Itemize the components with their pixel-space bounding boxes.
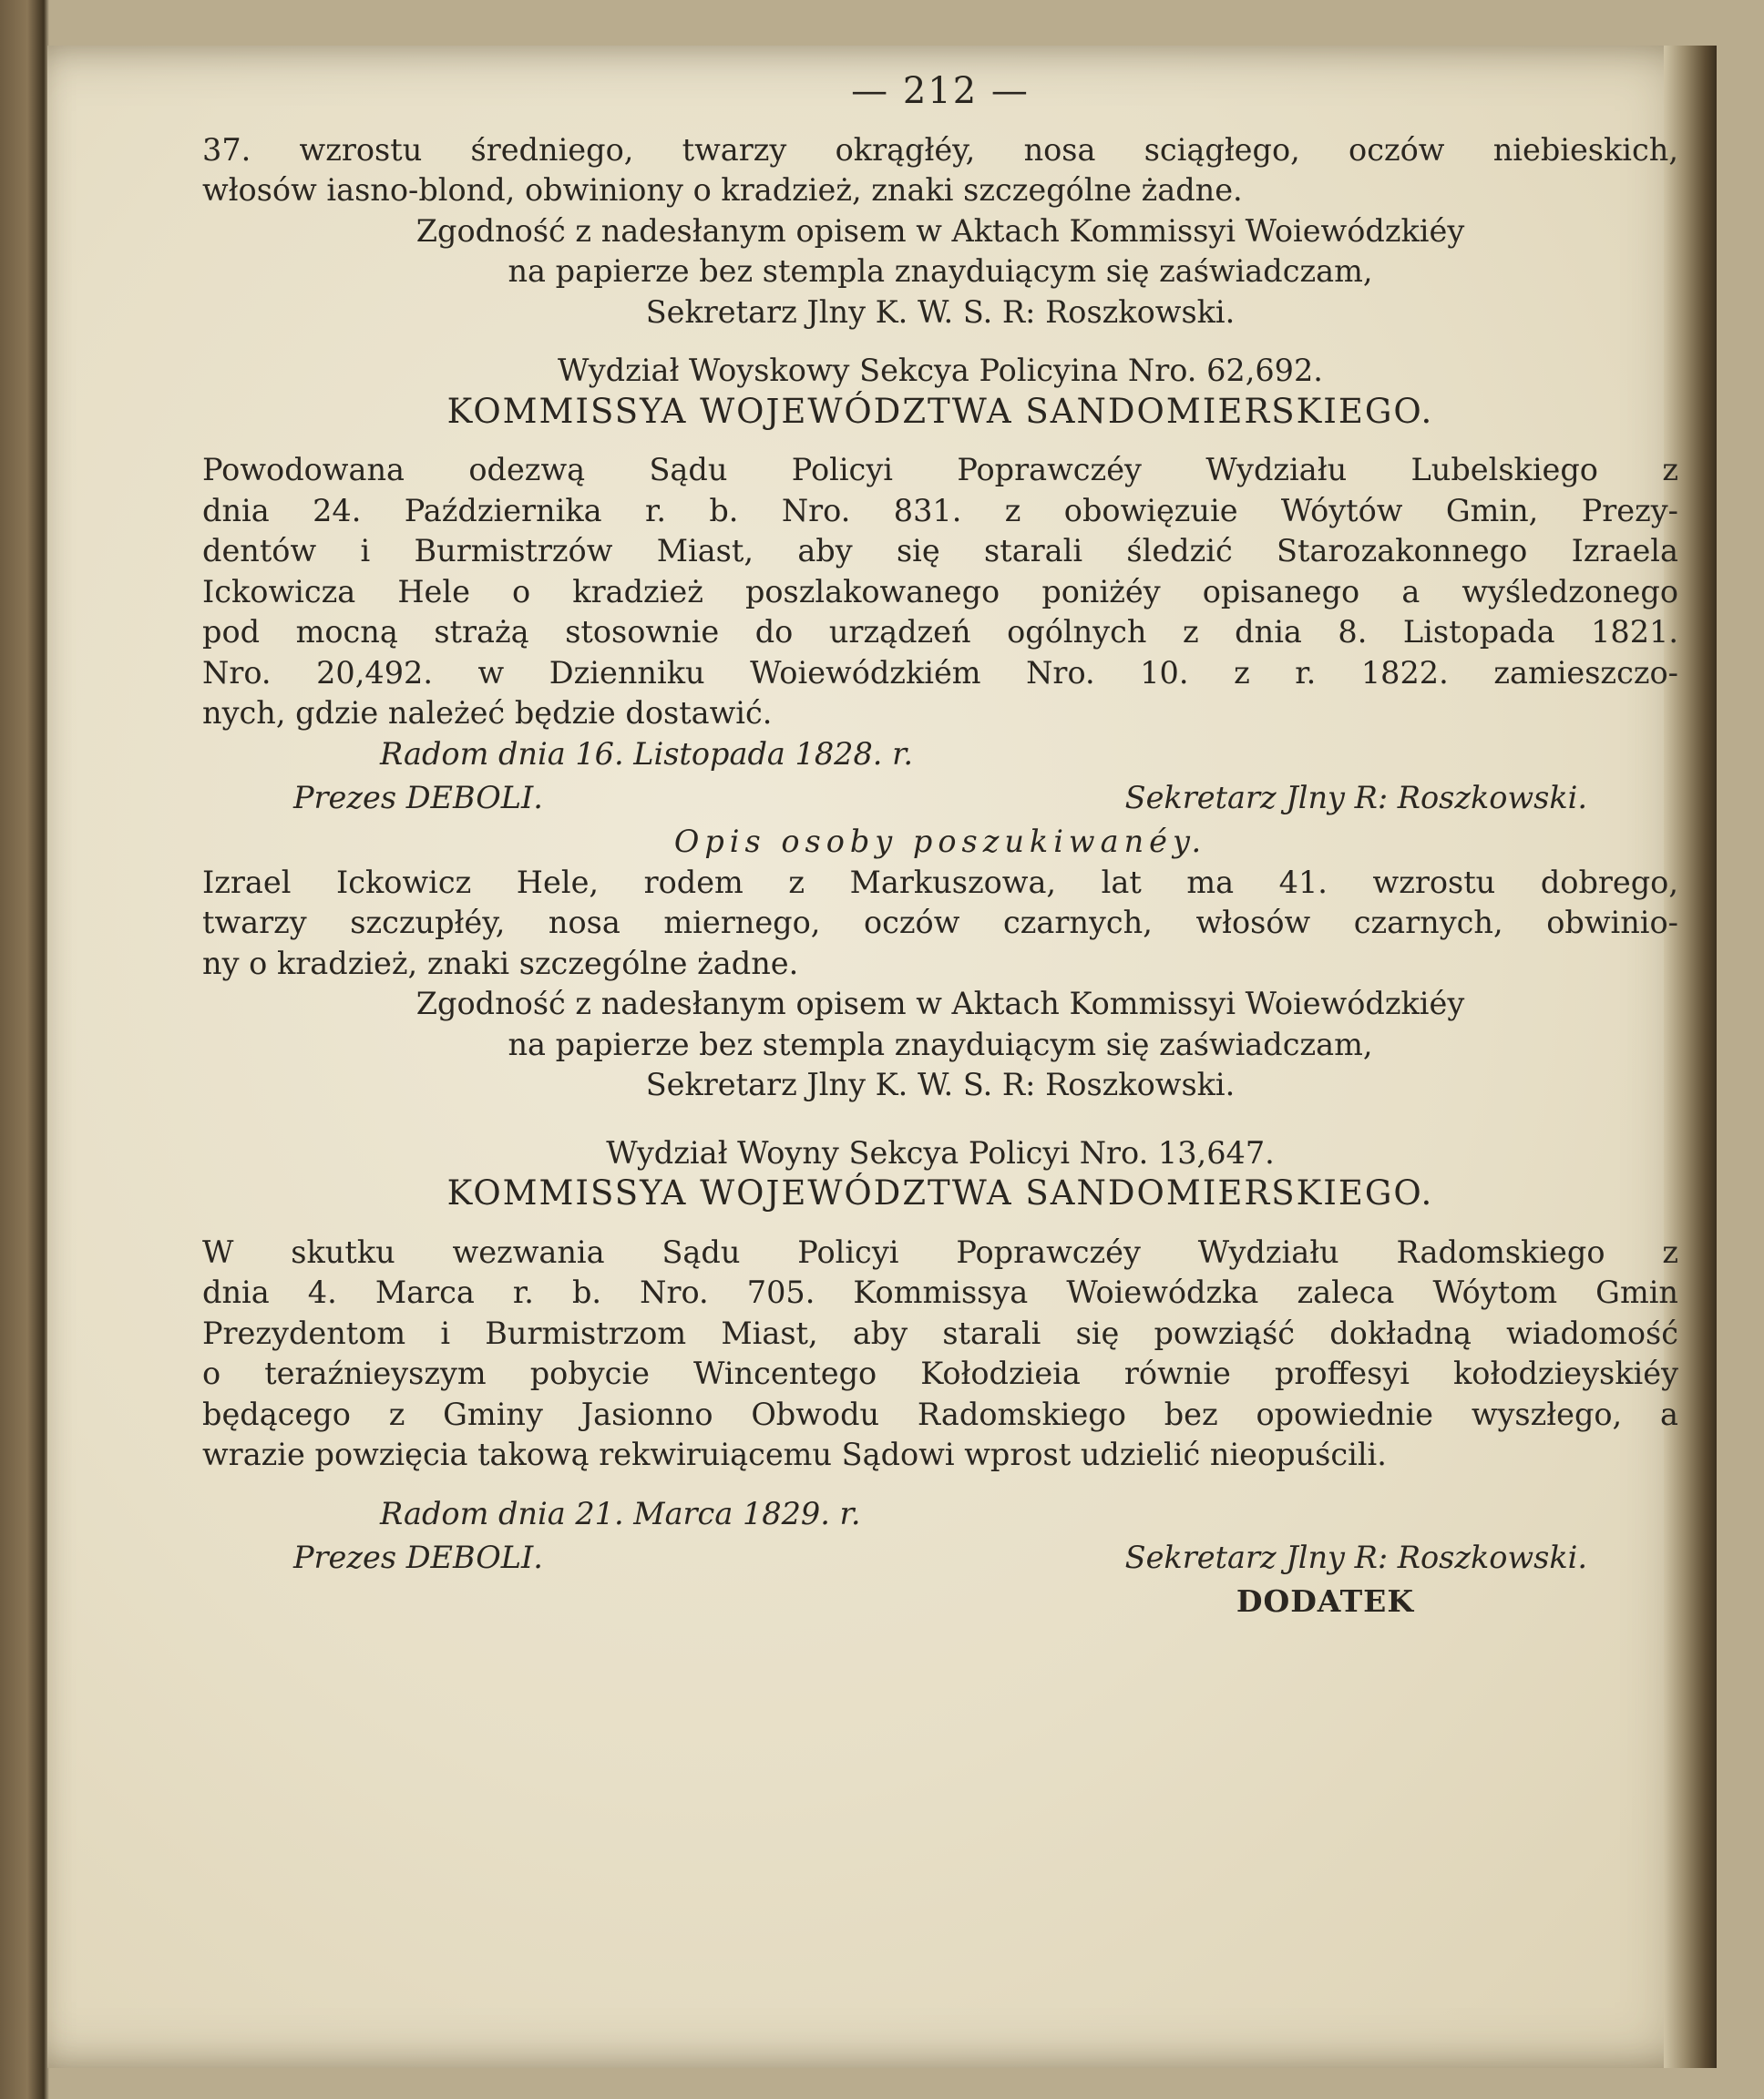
prezes-signature: Prezes DEBOLI. <box>293 780 543 815</box>
description-line: twarzy szczupłéy, nosa miernego, oczów czarnych, włosów czarnych, obwinio- <box>202 905 1678 940</box>
body-line: Nro. 20,492. w Dzienniku Woiewódzkiém Nro. 10. z r. 1822. zamieszczo- <box>202 654 1678 691</box>
certification-line: na papierze bez stempla znayduiącym się zaświadczam, <box>508 1026 1373 1062</box>
description-line: Izrael Ickowicz Hele, rodem z Markuszowa, lat ma 41. wzrostu dobrego, <box>202 864 1678 900</box>
sekretarz-signature: Sekretarz Jlny R: Roszkowski. <box>1124 780 1587 815</box>
signature-row <box>202 774 1678 822</box>
department-reference: Wydział Woyny Sekcya Policyi Nro. 13,647. <box>606 1134 1275 1171</box>
certification-line: na papierze bez stempla znayduiącym się zaświadczam, <box>508 253 1373 289</box>
body-line: o teraźnieyszym pobycie Wincentego Kołodzieia równie proffesyi kołodzieyskiéy <box>202 1356 1678 1391</box>
body-line: nych, gdzie należeć będzie dostawić. <box>202 695 773 731</box>
body-line: dnia 4. Marca r. b. Nro. 705. Kommissya Woiewódzka zaleca Wóytom Gmin <box>202 1275 1678 1310</box>
page-number: — 212 — <box>851 70 1030 112</box>
department-reference: Wydział Woyskowy Sekcya Policyina Nro. 62,692. <box>558 353 1323 388</box>
certification-line: Zgodność z nadesłanym opisem w Aktach Kommissyi Woiewódzkiéy <box>415 212 1465 249</box>
dateline: Radom dnia 16. Listopada 1828. r. <box>380 735 914 772</box>
page-text <box>202 71 1678 1623</box>
prezes-signature: Prezes DEBOLI. <box>293 1540 543 1575</box>
body-line: Ickowicza Hele o kradzież poszlakowanego poniżéy opisanego a wyśledzonego <box>202 573 1678 609</box>
certification-signature: Sekretarz Jlny K. W. S. R: Roszkowski. <box>645 1067 1236 1102</box>
body-line: Powodowana odezwą Sądu Policyi Poprawczéy Wydziału Lubelskiego z <box>202 452 1678 487</box>
signature-row <box>202 1534 1678 1582</box>
section-heading: KOMMISSYA WOJEWÓDZTWA SANDOMIERSKIEGO. <box>446 391 1434 431</box>
section-heading: KOMMISSYA WOJEWÓDZTWA SANDOMIERSKIEGO. <box>446 1173 1434 1213</box>
body-line: włosów iasno-blond, obwiniony o kradzież, znaki szczególne żadne. <box>202 172 1243 208</box>
body-line: będącego z Gminy Jasionno Obwodu Radomskiego bez opowiednie wyszłego, a <box>202 1396 1678 1432</box>
body-line: dentów i Burmistrzów Miast, aby się starali śledzić Starozakonnego Izraela <box>202 533 1678 568</box>
body-line: Prezydentom i Burmistrzom Miast, aby starali się powziąść dokładną wiadomość <box>202 1315 1678 1351</box>
body-line: 37. wzrostu średniego, twarzy okrągłéy, nosa sciągłego, oczów niebieskich, <box>202 131 1678 168</box>
body-line: pod mocną strażą stosownie do urządzeń ogólnych z dnia 8. Listopada 1821. <box>202 614 1678 650</box>
dateline: Radom dnia 21. Marca 1829. r. <box>380 1495 861 1531</box>
certification-line: Zgodność z nadesłanym opisem w Aktach Kommissyi Woiewódzkiéy <box>415 986 1465 1021</box>
description-title: Opis osoby poszukiwanéy. <box>673 824 1207 859</box>
body-line: dnia 24. Października r. b. Nro. 831. z obowięzuie Wóytów Gmin, Prezy- <box>202 492 1678 528</box>
certification-signature: Sekretarz Jlny K. W. S. R: Roszkowski. <box>645 293 1236 330</box>
body-line: W skutku wezwania Sądu Policyi Poprawczéy Wydziału Radomskiego z <box>202 1234 1678 1270</box>
sekretarz-signature: Sekretarz Jlny R: Roszkowski. <box>1124 1540 1587 1575</box>
description-line: ny o kradzież, znaki szczególne żadne. <box>202 945 799 981</box>
catchword: DODATEK <box>1236 1583 1414 1619</box>
body-line: wrazie powzięcia takową rekwiruiącemu Sądowi wprost udzielić nieopuścili. <box>202 1437 1387 1472</box>
